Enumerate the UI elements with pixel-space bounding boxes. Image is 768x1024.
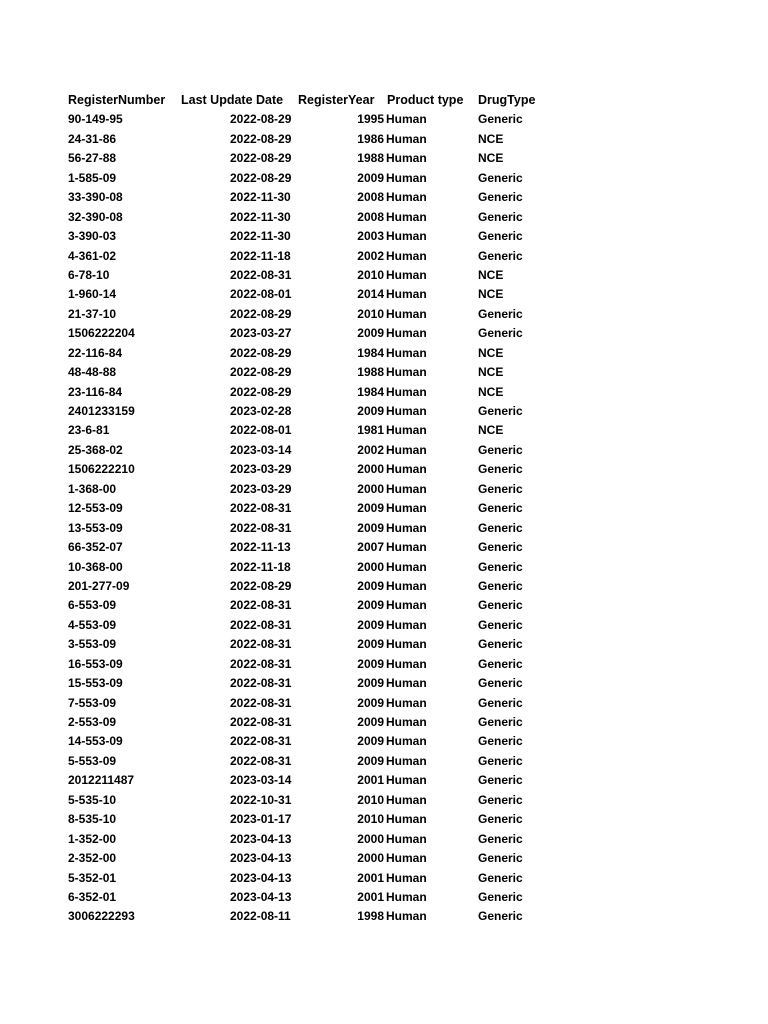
drug-type-cell: Generic xyxy=(478,812,523,827)
table-row xyxy=(68,499,588,518)
product-type-cell: Human xyxy=(386,287,427,302)
product-type-cell: Human xyxy=(386,812,427,827)
table-row xyxy=(68,635,588,654)
last-update-date-cell: 2022-08-29 xyxy=(230,131,292,146)
table-row xyxy=(68,247,588,266)
drug-type-cell: Generic xyxy=(478,676,523,691)
register-number-cell: 1506222204 xyxy=(68,326,135,341)
register-number-cell: 32-390-08 xyxy=(68,209,123,224)
register-number-cell: 2012211487 xyxy=(68,773,135,788)
product-type-cell: Human xyxy=(386,695,427,710)
register-year-cell: 1981 xyxy=(357,423,384,438)
register-number-cell: 25-368-02 xyxy=(68,442,123,457)
product-type-cell: Human xyxy=(386,442,427,457)
table-row xyxy=(68,519,588,538)
last-update-date-cell: 2022-08-31 xyxy=(230,695,292,710)
register-number-cell: 201-277-09 xyxy=(68,578,130,593)
header-last-update-date: Last Update Date xyxy=(181,93,284,107)
register-year-cell: 2010 xyxy=(357,306,384,321)
register-year-cell: 2000 xyxy=(357,559,384,574)
drug-type-cell: Generic xyxy=(478,870,523,885)
register-number-cell: 1-368-00 xyxy=(68,481,117,496)
table-row xyxy=(68,791,588,810)
register-year-cell: 2009 xyxy=(357,578,384,593)
register-number-cell: 6-352-01 xyxy=(68,889,117,904)
product-type-cell: Human xyxy=(386,559,427,574)
product-type-cell: Human xyxy=(386,345,427,360)
table-row xyxy=(68,596,588,615)
drug-type-cell: NCE xyxy=(478,423,504,438)
register-year-cell: 2009 xyxy=(357,753,384,768)
drug-type-cell: Generic xyxy=(478,442,523,457)
register-number-cell: 1-585-09 xyxy=(68,170,117,185)
last-update-date-cell: 2023-03-14 xyxy=(230,442,292,457)
register-number-cell: 2401233159 xyxy=(68,404,135,418)
table-row xyxy=(68,713,588,732)
register-year-cell: 2002 xyxy=(357,442,384,457)
product-type-cell: Human xyxy=(386,637,427,652)
register-number-cell: 13-553-09 xyxy=(68,520,123,535)
register-year-cell: 2009 xyxy=(357,598,384,613)
last-update-date-cell: 2022-08-29 xyxy=(230,384,292,399)
table-row xyxy=(68,363,588,382)
drug-type-cell: Generic xyxy=(478,209,523,224)
drug-type-cell: Generic xyxy=(478,831,523,846)
table-row xyxy=(68,869,588,888)
register-year-cell: 1984 xyxy=(357,345,384,360)
table-row xyxy=(68,674,588,693)
table-row xyxy=(68,830,588,849)
last-update-date-cell: 2023-03-14 xyxy=(230,773,292,788)
drug-type-cell: Generic xyxy=(478,520,523,535)
register-year-cell: 1984 xyxy=(357,384,384,399)
last-update-date-cell: 2022-08-31 xyxy=(230,598,292,613)
table-row xyxy=(68,771,588,790)
register-number-cell: 1-960-14 xyxy=(68,287,117,302)
product-type-cell: Human xyxy=(386,909,427,924)
register-number-cell: 3-390-03 xyxy=(68,229,117,244)
drug-type-cell: Generic xyxy=(478,559,523,574)
last-update-date-cell: 2022-11-30 xyxy=(230,209,291,224)
last-update-date-cell: 2022-08-31 xyxy=(230,715,292,729)
drug-type-cell: Generic xyxy=(478,753,523,768)
drug-type-cell: Generic xyxy=(478,190,523,205)
table-row xyxy=(68,188,588,207)
product-type-cell: Human xyxy=(386,248,427,263)
table-row xyxy=(68,655,588,674)
register-year-cell: 2009 xyxy=(357,715,384,729)
product-type-cell: Human xyxy=(386,773,427,788)
product-type-cell: Human xyxy=(386,326,427,341)
register-number-cell: 21-37-10 xyxy=(68,306,117,321)
register-number-cell: 56-27-88 xyxy=(68,151,117,166)
table-row xyxy=(68,383,588,402)
product-type-cell: Human xyxy=(386,792,427,807)
last-update-date-cell: 2022-08-31 xyxy=(230,656,292,671)
register-number-cell: 1-352-00 xyxy=(68,831,117,846)
drug-type-cell: Generic xyxy=(478,462,523,477)
drug-type-cell: Generic xyxy=(478,889,523,904)
register-year-cell: 2000 xyxy=(357,831,384,846)
table-row xyxy=(68,441,588,460)
last-update-date-cell: 2022-08-31 xyxy=(230,676,292,691)
header-register-number: RegisterNumber xyxy=(68,93,166,107)
product-type-cell: Human xyxy=(386,540,427,555)
table-row xyxy=(68,752,588,771)
header-product-type: Product type xyxy=(387,93,464,107)
register-number-cell: 66-352-07 xyxy=(68,540,123,555)
last-update-date-cell: 2022-08-29 xyxy=(230,306,292,321)
product-type-cell: Human xyxy=(386,676,427,691)
product-type-cell: Human xyxy=(386,306,427,321)
drug-type-cell: Generic xyxy=(478,112,523,127)
table-row xyxy=(68,344,588,363)
last-update-date-cell: 2022-08-31 xyxy=(230,501,292,516)
header-drug-type: DrugType xyxy=(478,93,536,107)
register-year-cell: 2000 xyxy=(357,481,384,496)
table-row xyxy=(68,888,588,907)
product-type-cell: Human xyxy=(386,578,427,593)
product-type-cell: Human xyxy=(386,851,427,866)
table-row xyxy=(68,558,588,577)
drug-type-cell: NCE xyxy=(478,287,504,302)
table-row xyxy=(68,149,588,168)
drug-type-cell: Generic xyxy=(478,540,523,555)
drug-type-cell: Generic xyxy=(478,229,523,244)
register-year-cell: 2001 xyxy=(357,773,384,788)
register-year-cell: 2009 xyxy=(357,617,384,632)
table-row xyxy=(68,110,588,129)
table-row xyxy=(68,421,588,440)
product-type-cell: Human xyxy=(386,462,427,477)
drug-type-cell: Generic xyxy=(478,598,523,613)
register-number-cell: 3-553-09 xyxy=(68,637,117,652)
register-year-cell: 2009 xyxy=(357,676,384,691)
drug-type-cell: Generic xyxy=(478,851,523,866)
register-year-cell: 2010 xyxy=(357,792,384,807)
register-number-cell: 12-553-09 xyxy=(68,501,123,516)
register-number-cell: 5-535-10 xyxy=(68,792,117,807)
drug-type-cell: Generic xyxy=(478,404,523,418)
last-update-date-cell: 2022-08-31 xyxy=(230,617,292,632)
table-row xyxy=(68,907,588,926)
register-year-cell: 2010 xyxy=(357,267,384,282)
register-number-cell: 14-553-09 xyxy=(68,734,123,749)
drug-type-cell: NCE xyxy=(478,151,504,166)
register-number-cell: 33-390-08 xyxy=(68,190,123,205)
register-number-cell: 23-116-84 xyxy=(68,384,123,399)
table-row xyxy=(68,169,588,188)
product-type-cell: Human xyxy=(386,151,427,166)
register-number-cell: 90-149-95 xyxy=(68,112,123,127)
register-number-cell: 4-361-02 xyxy=(68,248,117,263)
register-number-cell: 24-31-86 xyxy=(68,131,117,146)
register-year-cell: 2000 xyxy=(357,851,384,866)
last-update-date-cell: 2023-04-13 xyxy=(230,831,292,846)
register-number-cell: 3006222293 xyxy=(68,909,135,924)
drug-type-cell: Generic xyxy=(478,773,523,788)
drug-type-cell: Generic xyxy=(478,695,523,710)
last-update-date-cell: 2023-01-17 xyxy=(230,812,292,827)
drug-type-cell: Generic xyxy=(478,481,523,496)
register-year-cell: 1988 xyxy=(357,365,384,380)
table-body xyxy=(68,110,588,926)
register-number-cell: 16-553-09 xyxy=(68,656,123,671)
last-update-date-cell: 2022-08-31 xyxy=(230,753,292,768)
table-row xyxy=(68,285,588,304)
last-update-date-cell: 2022-11-18 xyxy=(230,248,291,263)
register-number-cell: 22-116-84 xyxy=(68,345,123,360)
product-type-cell: Human xyxy=(386,889,427,904)
last-update-date-cell: 2022-08-29 xyxy=(230,365,292,380)
drug-type-cell: Generic xyxy=(478,637,523,652)
last-update-date-cell: 2023-04-13 xyxy=(230,889,292,904)
table-row xyxy=(68,266,588,285)
register-year-cell: 2001 xyxy=(357,870,384,885)
drug-type-cell: Generic xyxy=(478,656,523,671)
drug-type-cell: Generic xyxy=(478,734,523,749)
drug-type-cell: NCE xyxy=(478,345,504,360)
table-row xyxy=(68,616,588,635)
drug-type-cell: Generic xyxy=(478,170,523,185)
last-update-date-cell: 2022-08-31 xyxy=(230,734,292,749)
table-row xyxy=(68,810,588,829)
last-update-date-cell: 2023-02-28 xyxy=(230,404,292,418)
header-register-year: RegisterYear xyxy=(298,93,375,107)
register-number-cell: 4-553-09 xyxy=(68,617,117,632)
register-year-cell: 2009 xyxy=(357,695,384,710)
register-year-cell: 2009 xyxy=(357,637,384,652)
drug-type-cell: Generic xyxy=(478,617,523,632)
product-type-cell: Human xyxy=(386,267,427,282)
last-update-date-cell: 2022-08-11 xyxy=(230,909,291,924)
product-type-cell: Human xyxy=(386,209,427,224)
drug-type-cell: Generic xyxy=(478,792,523,807)
register-year-cell: 2009 xyxy=(357,520,384,535)
register-number-cell: 8-535-10 xyxy=(68,812,117,827)
product-type-cell: Human xyxy=(386,170,427,185)
table-row xyxy=(68,460,588,479)
register-year-cell: 2009 xyxy=(357,404,384,418)
product-type-cell: Human xyxy=(386,501,427,516)
register-year-cell: 2009 xyxy=(357,170,384,185)
last-update-date-cell: 2023-04-13 xyxy=(230,870,292,885)
drug-type-cell: Generic xyxy=(478,326,523,341)
register-year-cell: 2009 xyxy=(357,656,384,671)
register-number-cell: 2-352-00 xyxy=(68,851,117,866)
product-type-cell: Human xyxy=(386,404,427,418)
drug-type-cell: Generic xyxy=(478,248,523,263)
table-row xyxy=(68,227,588,246)
register-number-cell: 5-553-09 xyxy=(68,753,117,768)
drug-type-cell: Generic xyxy=(478,909,523,924)
register-year-cell: 2014 xyxy=(357,287,384,302)
register-year-cell: 2003 xyxy=(357,229,384,244)
register-year-cell: 2010 xyxy=(357,812,384,827)
register-number-cell: 48-48-88 xyxy=(68,365,117,380)
product-type-cell: Human xyxy=(386,520,427,535)
register-number-cell: 5-352-01 xyxy=(68,870,117,885)
register-year-cell: 2009 xyxy=(357,501,384,516)
table-row xyxy=(68,324,588,343)
product-type-cell: Human xyxy=(386,598,427,613)
table-row xyxy=(68,849,588,868)
last-update-date-cell: 2022-11-30 xyxy=(230,190,291,205)
product-type-cell: Human xyxy=(386,384,427,399)
product-type-cell: Human xyxy=(386,734,427,749)
register-number-cell: 7-553-09 xyxy=(68,695,117,710)
register-number-cell: 2-553-09 xyxy=(68,715,117,729)
register-year-cell: 1998 xyxy=(357,909,384,924)
header-row xyxy=(68,91,588,110)
register-year-cell: 2002 xyxy=(357,248,384,263)
last-update-date-cell: 2022-08-01 xyxy=(230,423,292,438)
product-type-cell: Human xyxy=(386,617,427,632)
last-update-date-cell: 2022-11-13 xyxy=(230,540,291,555)
table-row xyxy=(68,480,588,499)
table-row xyxy=(68,402,588,421)
product-type-cell: Human xyxy=(386,190,427,205)
last-update-date-cell: 2022-08-29 xyxy=(230,578,292,593)
register-year-cell: 1988 xyxy=(357,151,384,166)
last-update-date-cell: 2022-08-29 xyxy=(230,345,292,360)
register-year-cell: 1986 xyxy=(357,131,384,146)
last-update-date-cell: 2023-03-29 xyxy=(230,462,292,477)
table-row xyxy=(68,130,588,149)
product-type-cell: Human xyxy=(386,481,427,496)
last-update-date-cell: 2022-10-31 xyxy=(230,792,292,807)
drug-type-cell: Generic xyxy=(478,715,523,729)
last-update-date-cell: 2023-03-27 xyxy=(230,326,292,341)
product-type-cell: Human xyxy=(386,753,427,768)
table-row xyxy=(68,208,588,227)
drug-type-cell: NCE xyxy=(478,365,504,380)
last-update-date-cell: 2022-08-29 xyxy=(230,112,292,127)
table-row xyxy=(68,732,588,751)
product-type-cell: Human xyxy=(386,365,427,380)
register-year-cell: 2009 xyxy=(357,734,384,749)
last-update-date-cell: 2022-08-01 xyxy=(230,287,292,302)
last-update-date-cell: 2022-08-29 xyxy=(230,151,292,166)
register-year-cell: 2001 xyxy=(357,889,384,904)
last-update-date-cell: 2022-11-18 xyxy=(230,559,291,574)
table-row xyxy=(68,305,588,324)
register-number-cell: 10-368-00 xyxy=(68,559,123,574)
last-update-date-cell: 2022-08-31 xyxy=(230,637,292,652)
register-number-cell: 23-6-81 xyxy=(68,423,110,438)
product-type-cell: Human xyxy=(386,656,427,671)
product-type-cell: Human xyxy=(386,229,427,244)
product-type-cell: Human xyxy=(386,715,427,729)
register-year-cell: 2000 xyxy=(357,462,384,477)
table-row xyxy=(68,577,588,596)
last-update-date-cell: 2022-08-31 xyxy=(230,267,292,282)
drug-type-cell: Generic xyxy=(478,578,523,593)
table-row xyxy=(68,538,588,557)
register-number-cell: 15-553-09 xyxy=(68,676,123,691)
product-type-cell: Human xyxy=(386,112,427,127)
drug-type-cell: NCE xyxy=(478,267,504,282)
register-number-cell: 6-553-09 xyxy=(68,598,117,613)
last-update-date-cell: 2022-08-31 xyxy=(230,520,292,535)
register-number-cell: 6-78-10 xyxy=(68,267,110,282)
register-year-cell: 2007 xyxy=(357,540,384,555)
spreadsheet-table xyxy=(68,91,588,927)
last-update-date-cell: 2023-04-13 xyxy=(230,851,292,866)
register-year-cell: 1995 xyxy=(357,112,384,127)
register-year-cell: 2009 xyxy=(357,326,384,341)
product-type-cell: Human xyxy=(386,831,427,846)
drug-type-cell: NCE xyxy=(478,131,504,146)
drug-type-cell: Generic xyxy=(478,306,523,321)
register-number-cell: 1506222210 xyxy=(68,462,135,477)
register-year-cell: 2008 xyxy=(357,209,384,224)
product-type-cell: Human xyxy=(386,870,427,885)
register-year-cell: 2008 xyxy=(357,190,384,205)
product-type-cell: Human xyxy=(386,423,427,438)
drug-type-cell: Generic xyxy=(478,501,523,516)
table-row xyxy=(68,694,588,713)
drug-type-cell: NCE xyxy=(478,384,504,399)
product-type-cell: Human xyxy=(386,131,427,146)
last-update-date-cell: 2023-03-29 xyxy=(230,481,292,496)
last-update-date-cell: 2022-08-29 xyxy=(230,170,292,185)
last-update-date-cell: 2022-11-30 xyxy=(230,229,291,244)
